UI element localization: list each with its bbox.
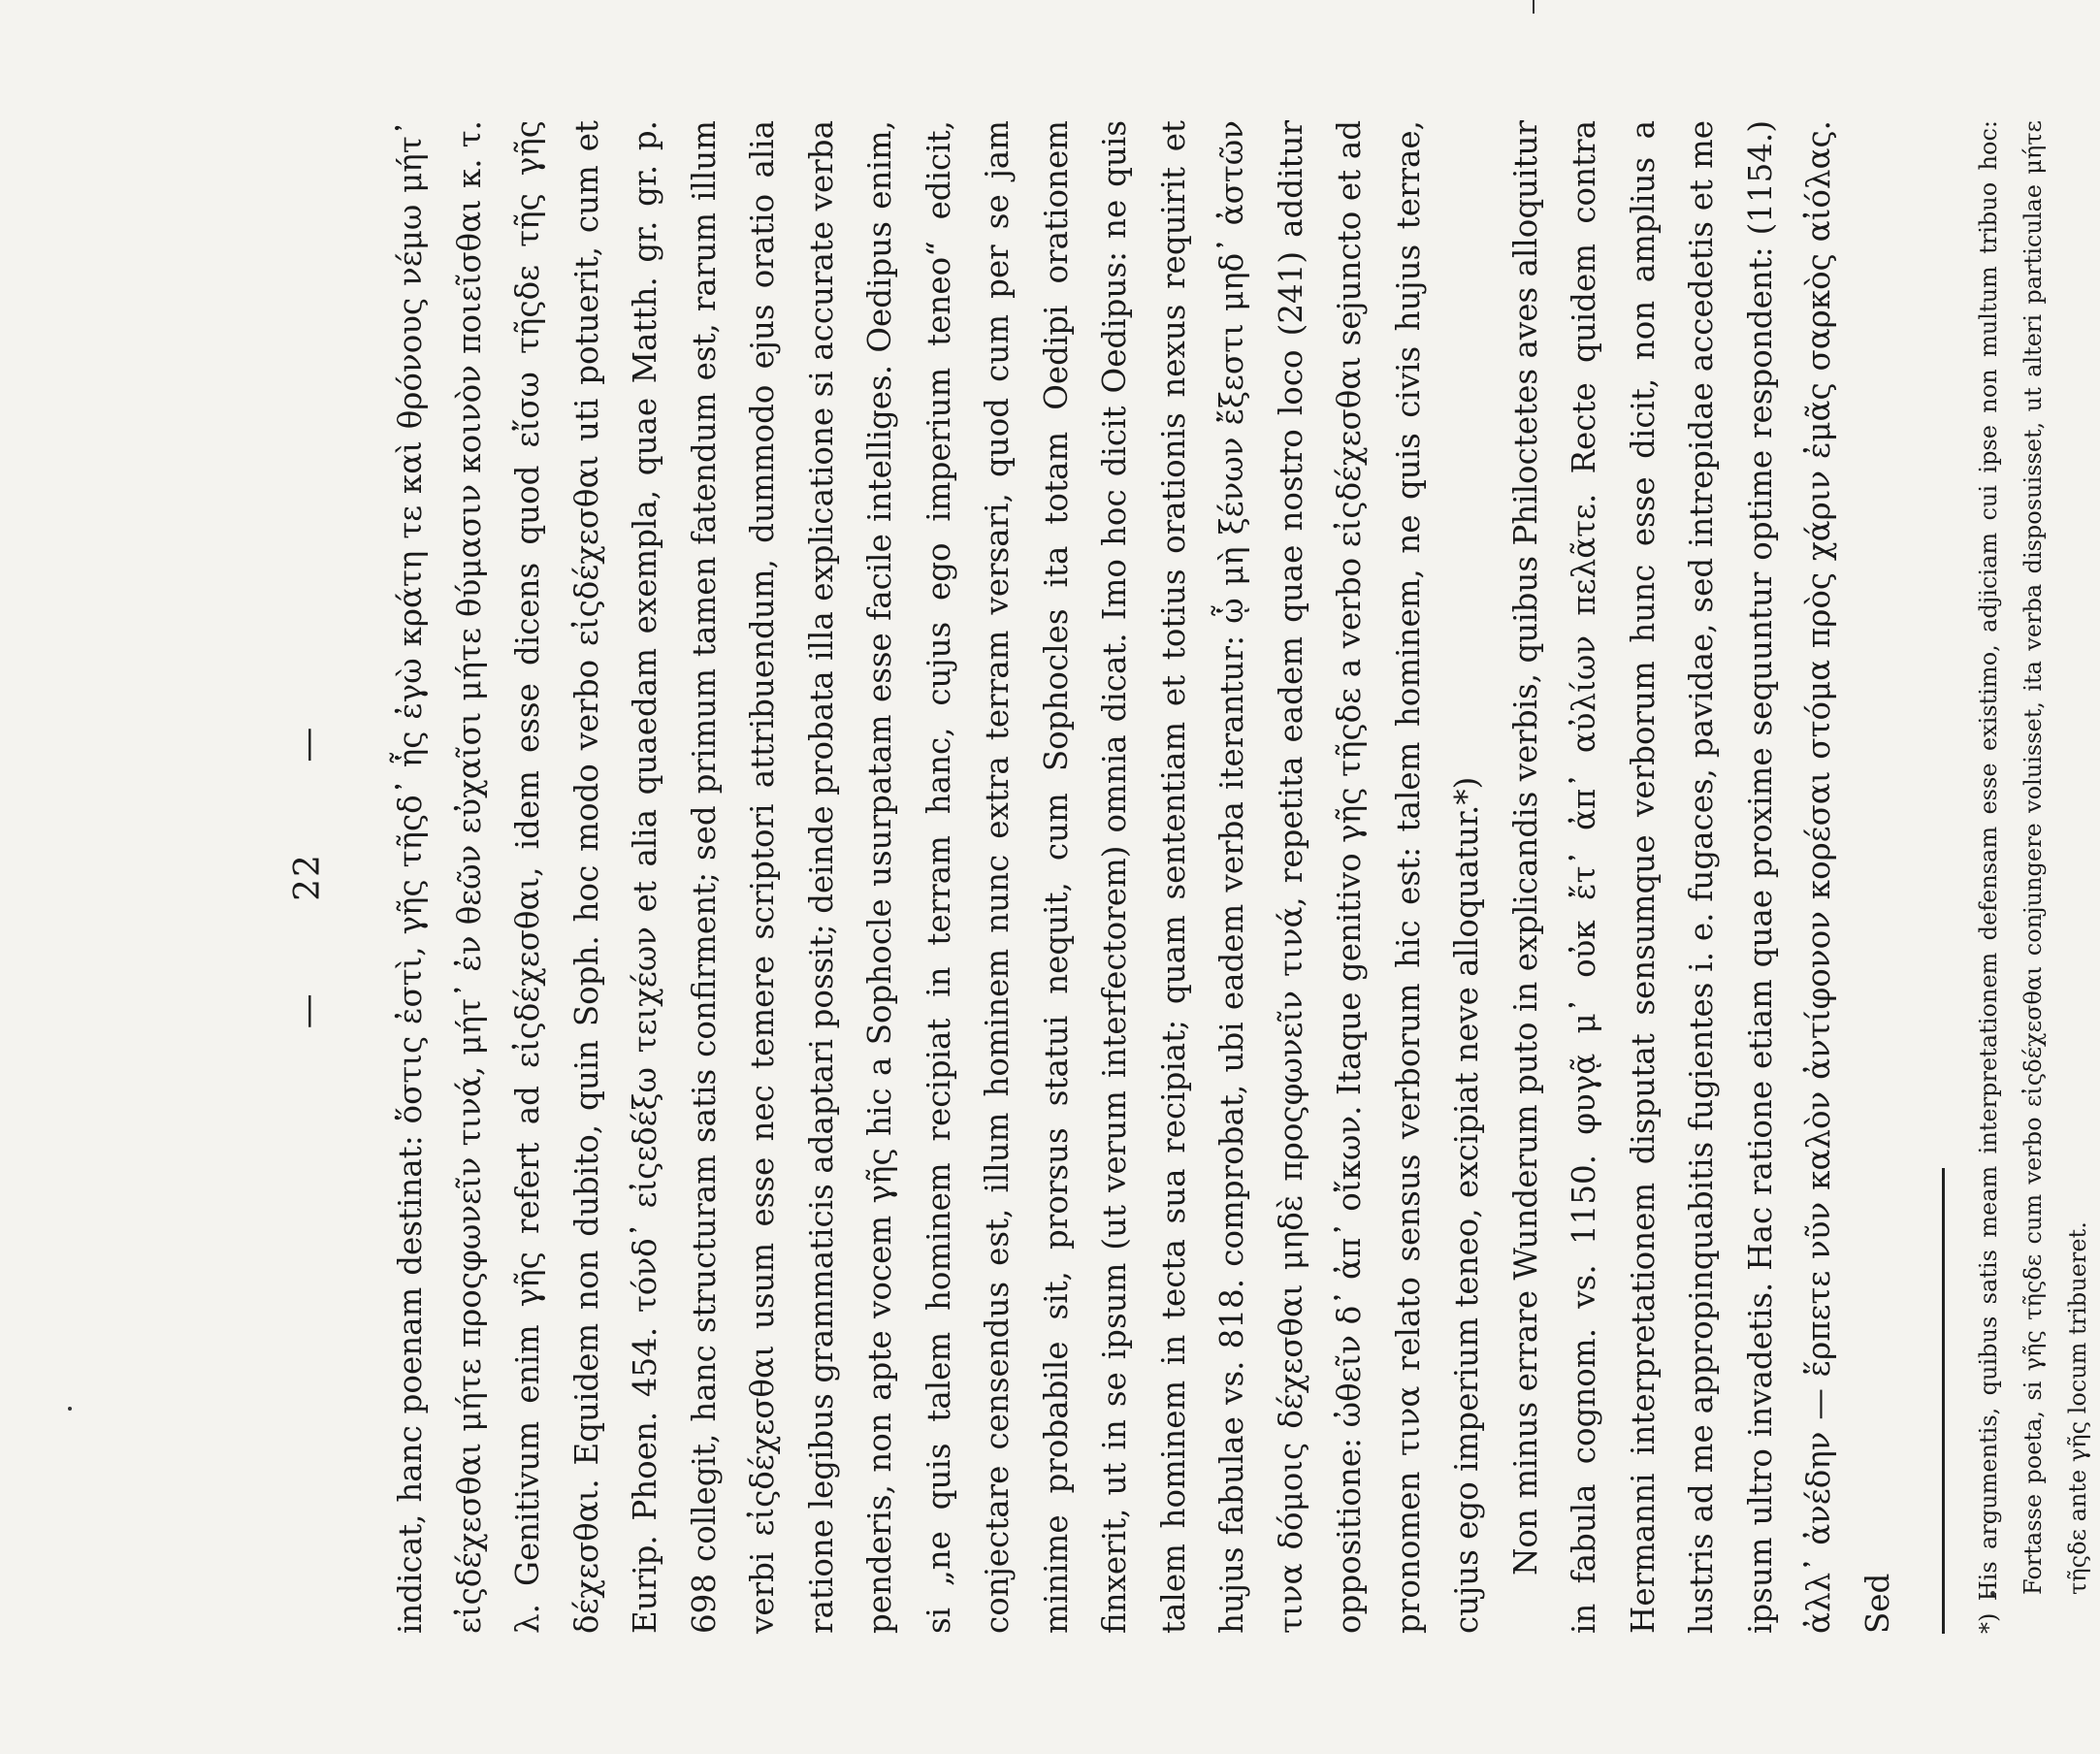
page-number: 22 [288, 853, 328, 901]
paragraph-1: indicat, hanc poenam destinat: ὅστις ἐστὶ, γῆς τῆςδ᾽ ἧς ἐγὼ κράτη τε καὶ θρόνους νέμω μήτ᾽ εἰςδέχεσθαι μήτε προςφωνεῖν τινά, μήτ᾽ ἐν θεῶν εὐχαῖσι μήτε θύμασιν κοινὸν ποιεῖσθαι κ. τ. λ. Genitivum enim γῆς refert ad εἰςδέχεσθαι, idem esse dicens quod εἴσω τῆςδε τῆς γῆς δέχεσθαι. Equidem non dubito, quin Soph. hoc modo verbo εἰςδέχεσθαι uti potuerit, cum et Eurip. Phoen. 454. τόνδ᾽ εἰςεδέξω τειχέων et alia quaedam exempla, quae Matth. gr. gr. p. 698 collegit, hanc structuram satis confirment; sed primum tamen fatendum est, rarum illum verbi εἰςδέχεσθαι usum esse nec temere scriptori attribuendum, dummodo ejus oratio alia ratione legibus grammaticis adaptari possit; deinde probata illa explicatione si accurate verba penderis, non apte vocem γῆς hic a Sophocle usurpatam esse facile intelliges. Oedipus enim, si „ne quis talem hominem recipiat in terram hanc, cujus ego imperium teneo“ edicit, conjectare censendus est, illum hominem nunc extra terram versari, quod cum per se jam minime probabile sit, prorsus statui nequit, cum Sophocles ita totam Oedipi orationem finxerit, ut in se ipsum (ut verum interfectorem) omnia dicat. Imo hoc dicit Oedipus: ne quis talem hominem in tecta sua recipiat; quam sententiam et totius orationis nexus requirit et hujus fabulae vs. 818. comprobat, ubi eadem verba iterantur: ᾧ μὴ ξένων ἔξεστι μηδ᾽ ἀστῶν τινα δόμοις δέχεσθαι μηδὲ προςφωνεῖν τινά, repetita eadem quae nostro loco (241) additur oppositione: ὠθεῖν δ᾽ ἀπ᾽ οἴκων. Itaque genitivo γῆς τῆςδε a verbo εἰςδέχεσθαι sejuncto et ad pronomen τινα relato sensus verborum hic est: talem hominem, ne quis civis hujus terrae, cujus ego imperium teneo, excipiat neve alloquatur.*) [392, 120, 1485, 1634]
paragraph-2: Non minus errare Wunderum puto in explicandis verbis, quibus Philoctetes aves alloquitur in fabula cognom. vs. 1150. φυγᾷ μ᾽ οὐκ ἔτ᾽ ἀπ᾽ αὐλίων πελᾶτε. Recte quidem contra Hermanni interpretationem disputat sensumque verborum hunc esse dicit, non amplius a lustris ad me appropinquabitis fugientes i. e. fugaces, pavidae, sed intrepidae accedetis et me ipsum ultro invadetis. Hac ratione etiam quae proxime sequuntur optime respondent: (1154.) ἀλλ᾽ ἀνέδην — ἕρπετε νῦν καλὸν ἀντίφονον κορέσαι στόμα πρὸς χάριν ἐμᾶς σαρκὸς αἰόλας. Sed [1506, 120, 1896, 1634]
rotated-page-content [275, 120, 2100, 1634]
footnote-rule [1942, 1168, 1945, 1634]
body-text [381, 120, 1907, 1634]
header-dash-left: — [288, 991, 328, 1029]
scan-speck [1533, 0, 1535, 14]
scan-speck [68, 1407, 72, 1411]
page-header [275, 120, 342, 1634]
header-dash-right: — [288, 725, 328, 763]
footnote: *) His argumentis, quibus satis meam interpretationem defensam esse existimo, adjiciam cui ipse non multum tribuo hoc: Fortasse poeta, si γῆς τῆςδε cum verbo εἰςδέχεσθαι conjungere voluisset, ita verba disposuisset, ut alteri particulae μήτε τῆςδε ante γῆς locum tribueret. [1975, 120, 2091, 1634]
